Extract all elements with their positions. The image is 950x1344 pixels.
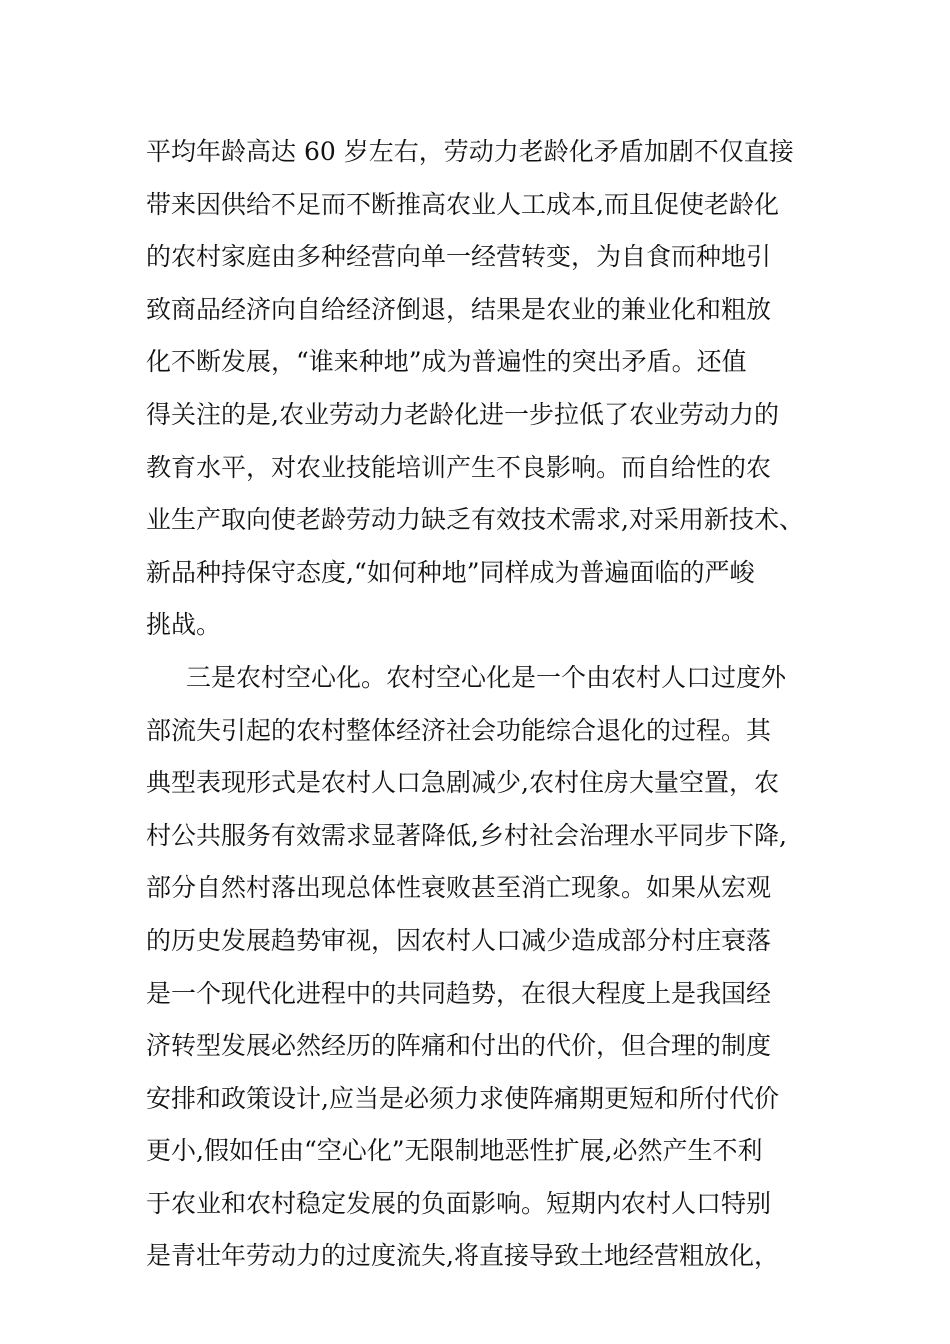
text-line: 是青壮年劳动力的过度流失,将直接导致土地经营粗放化， (146, 1241, 779, 1271)
text-line: 得关注的是,农业劳动力老龄化进一步拉低了农业劳动力的 (146, 399, 779, 429)
text-line: 于农业和农村稳定发展的负面影响。短期内农村人口特别 (146, 1188, 772, 1218)
text-line: 的农村家庭由多种经营向单一经营转变，为自食而种地引 (146, 242, 772, 272)
text-line: 部分自然村落出现总体性衰败甚至消亡现象。如果从宏观 (146, 873, 772, 903)
text-line: 教育水平，对农业技能培训产生不良影响。而自给性的农 (146, 452, 772, 482)
text-line: 村公共服务有效需求显著降低,乡村社会治理水平同步下降, (146, 820, 787, 850)
text-line: 致商品经济向自给经济倒退，结果是农业的兼业化和粗放 (146, 294, 772, 324)
text-line: 是一个现代化进程中的共同趋势，在很大程度上是我国经 (146, 978, 772, 1008)
text-line: 安排和政策设计,应当是必须力求使阵痛期更短和所付代价 (146, 1083, 779, 1113)
text-line: 业生产取向使老龄劳动力缺乏有效技术需求,对采用新技术、 (146, 505, 804, 535)
text-line: 典型表现形式是农村人口急剧减少,农村住房大量空置，农 (146, 768, 779, 798)
paragraph-start-line: 三是农村空心化。农村空心化是一个由农村人口过度外 (186, 662, 787, 692)
text-line: 济转型发展必然经历的阵痛和付出的代价，但合理的制度 (146, 1031, 772, 1061)
text-line: 挑战。 (146, 610, 222, 640)
text-line: 更小,假如任由“空心化”无限制地恶性扩展,必然产生不利 (146, 1136, 763, 1166)
text-line: 新品种持保守态度,“如何种地”同样成为普遍面临的严峻 (146, 557, 755, 587)
text-line: 平均年龄高达 60 岁左右，劳动力老龄化矛盾加剧不仅直接 (146, 137, 794, 166)
text-line: 化不断发展，“谁来种地”成为普遍性的突出矛盾。还值 (146, 347, 747, 377)
text-line: 部流失引起的农村整体经济社会功能综合退化的过程。其 (146, 715, 772, 745)
text-line: 带来因供给不足而不断推高农业人工成本,而且促使老龄化 (146, 189, 779, 219)
text-line: 的历史发展趋势审视，因农村人口减少造成部分村庄衰落 (146, 925, 772, 955)
body-text (146, 126, 806, 1283)
